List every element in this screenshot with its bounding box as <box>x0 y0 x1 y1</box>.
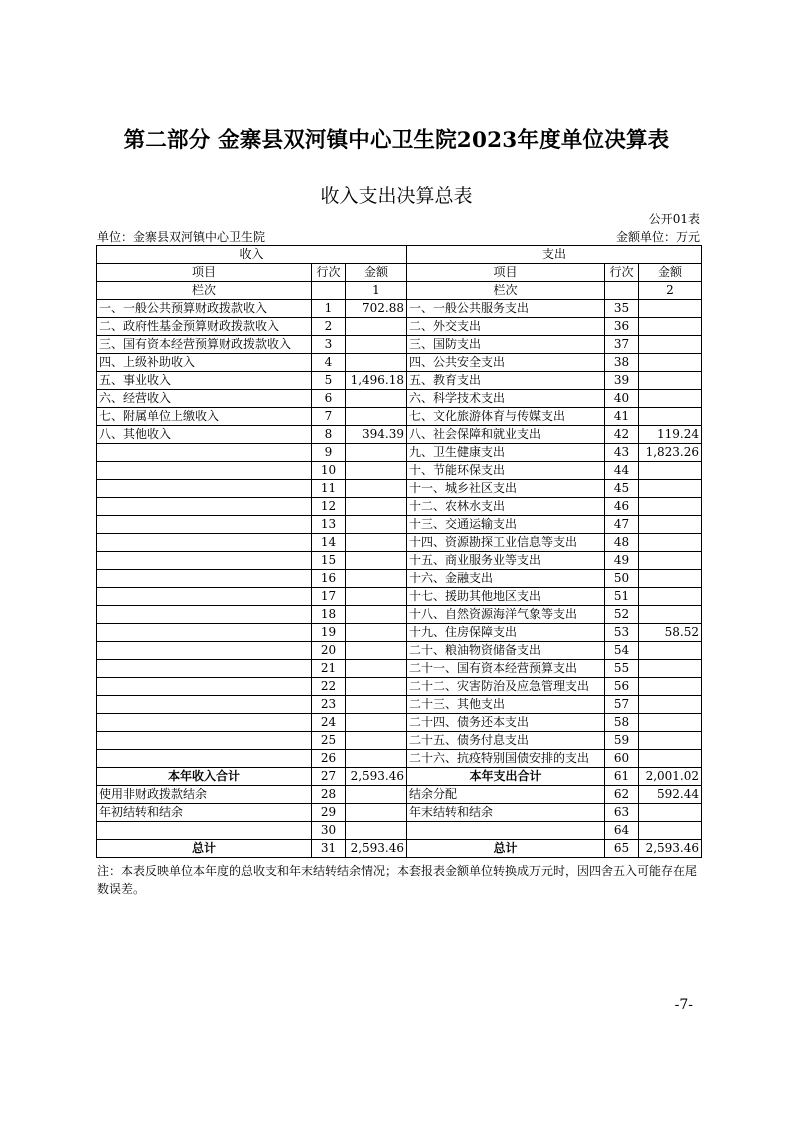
income-amount-cell <box>346 354 407 372</box>
expense-line-cell: 47 <box>605 516 639 534</box>
col-header-line: 行次 <box>605 264 639 282</box>
income-line-cell: 30 <box>312 822 346 840</box>
income-line-cell: 15 <box>312 552 346 570</box>
col-index-empty <box>312 282 346 300</box>
income-amount-cell <box>346 588 407 606</box>
income-amount-cell <box>346 714 407 732</box>
income-section-header: 收入 <box>97 246 407 264</box>
table-row <box>97 336 702 354</box>
table-row <box>97 822 702 840</box>
expense-line-cell: 39 <box>605 372 639 390</box>
income-line-cell: 21 <box>312 660 346 678</box>
expense-line-cell: 51 <box>605 588 639 606</box>
income-amount-cell: 394.39 <box>346 426 407 444</box>
table-row <box>97 444 702 462</box>
income-item-cell <box>97 516 312 534</box>
expense-line-cell: 65 <box>605 840 639 858</box>
expense-amount-cell: 2,001.02 <box>639 768 702 786</box>
expense-amount-cell <box>639 480 702 498</box>
expense-amount-cell <box>639 462 702 480</box>
income-amount-cell <box>346 390 407 408</box>
table-row <box>97 462 702 480</box>
income-item-cell: 四、上级补助收入 <box>97 354 312 372</box>
expense-line-cell: 60 <box>605 750 639 768</box>
col-label-cell: 栏次 <box>97 282 312 300</box>
col-header-amount: 金额 <box>346 264 407 282</box>
income-amount-cell <box>346 786 407 804</box>
expense-section-header: 支出 <box>407 246 702 264</box>
expense-amount-cell <box>639 570 702 588</box>
income-line-cell: 26 <box>312 750 346 768</box>
expense-line-cell: 64 <box>605 822 639 840</box>
expense-item-cell: 十八、自然资源海洋气象等支出 <box>407 606 605 624</box>
footnote: 注：本表反映单位本年度的总收支和年末结转结余情况；本套报表金额单位转换成万元时，因四舍五入可能存在尾数误差。 <box>97 864 698 896</box>
income-item-cell <box>97 732 312 750</box>
income-amount-cell: 1,496.18 <box>346 372 407 390</box>
expense-amount-cell <box>639 408 702 426</box>
expense-amount-cell <box>639 678 702 696</box>
col-header-line: 行次 <box>312 264 346 282</box>
expense-item-cell: 十二、农林水支出 <box>407 498 605 516</box>
expense-item-cell: 十三、交通运输支出 <box>407 516 605 534</box>
income-line-cell: 17 <box>312 588 346 606</box>
income-line-cell: 29 <box>312 804 346 822</box>
income-line-cell: 3 <box>312 336 346 354</box>
income-amount-cell <box>346 534 407 552</box>
income-line-cell: 25 <box>312 732 346 750</box>
income-line-cell: 6 <box>312 390 346 408</box>
table-row <box>97 660 702 678</box>
expense-item-cell: 二十三、其他支出 <box>407 696 605 714</box>
income-amount-cell <box>346 642 407 660</box>
income-amount-cell <box>346 516 407 534</box>
income-item-cell: 七、附属单位上缴收入 <box>97 408 312 426</box>
expense-item-cell: 二、外交支出 <box>407 318 605 336</box>
income-line-cell: 5 <box>312 372 346 390</box>
expense-line-cell: 36 <box>605 318 639 336</box>
expense-item-cell: 一、一般公共服务支出 <box>407 300 605 318</box>
income-item-cell <box>97 570 312 588</box>
expense-line-cell: 50 <box>605 570 639 588</box>
col-header-item: 项目 <box>407 264 605 282</box>
table-row <box>97 732 702 750</box>
income-item-cell <box>97 606 312 624</box>
expense-line-cell: 38 <box>605 354 639 372</box>
table-row <box>97 714 702 732</box>
income-line-cell: 8 <box>312 426 346 444</box>
income-amount-cell <box>346 498 407 516</box>
income-item-cell <box>97 552 312 570</box>
expense-line-cell: 40 <box>605 390 639 408</box>
income-amount-cell <box>346 606 407 624</box>
expense-item-cell: 五、教育支出 <box>407 372 605 390</box>
income-line-cell: 16 <box>312 570 346 588</box>
expense-amount-cell <box>639 552 702 570</box>
expense-line-cell: 41 <box>605 408 639 426</box>
income-item-cell <box>97 750 312 768</box>
income-item-cell: 使用非财政拨款结余 <box>97 786 312 804</box>
income-amount-cell <box>346 822 407 840</box>
page-number: -7- <box>674 997 693 1013</box>
income-amount-cell: 2,593.46 <box>346 768 407 786</box>
income-item-cell <box>97 498 312 516</box>
income-line-cell: 27 <box>312 768 346 786</box>
income-amount-cell <box>346 732 407 750</box>
income-line-cell: 1 <box>312 300 346 318</box>
expense-amount-cell <box>639 588 702 606</box>
expense-item-cell: 三、国防支出 <box>407 336 605 354</box>
table-row <box>97 678 702 696</box>
expense-line-cell: 37 <box>605 336 639 354</box>
income-line-cell: 19 <box>312 624 346 642</box>
expense-line-cell: 46 <box>605 498 639 516</box>
expense-item-cell: 十四、资源勘探工业信息等支出 <box>407 534 605 552</box>
page-title: 第二部分 金寨县双河镇中心卫生院2023年度单位决算表 <box>123 128 670 153</box>
income-item-cell: 二、政府性基金预算财政拨款收入 <box>97 318 312 336</box>
form-code: 公开01表 <box>648 212 700 226</box>
expense-amount-cell <box>639 822 702 840</box>
expense-line-cell: 48 <box>605 534 639 552</box>
table-row <box>97 390 702 408</box>
income-line-cell: 10 <box>312 462 346 480</box>
income-amount-cell <box>346 696 407 714</box>
expense-item-cell: 二十五、债务付息支出 <box>407 732 605 750</box>
income-line-cell: 11 <box>312 480 346 498</box>
income-item-cell: 六、经营收入 <box>97 390 312 408</box>
income-item-cell <box>97 678 312 696</box>
expense-line-cell: 45 <box>605 480 639 498</box>
expense-amount-cell: 592.44 <box>639 786 702 804</box>
expense-line-cell: 53 <box>605 624 639 642</box>
income-item-cell: 三、国有资本经营预算财政拨款收入 <box>97 336 312 354</box>
expense-amount-cell <box>639 804 702 822</box>
income-amount-cell: 702.88 <box>346 300 407 318</box>
expense-line-cell: 62 <box>605 786 639 804</box>
column-header-row <box>97 264 702 282</box>
income-amount-cell <box>346 480 407 498</box>
expense-item-cell: 十、节能环保支出 <box>407 462 605 480</box>
table-row <box>97 516 702 534</box>
table-row <box>97 498 702 516</box>
income-amount-cell <box>346 408 407 426</box>
col-header-item: 项目 <box>97 264 312 282</box>
income-amount-cell <box>346 660 407 678</box>
income-item-cell <box>97 822 312 840</box>
expense-item-cell: 年末结转和结余 <box>407 804 605 822</box>
expense-line-cell: 57 <box>605 696 639 714</box>
table-row <box>97 588 702 606</box>
income-item-cell <box>97 660 312 678</box>
table-row <box>97 372 702 390</box>
expense-amount-cell: 119.24 <box>639 426 702 444</box>
income-item-cell: 五、事业收入 <box>97 372 312 390</box>
expense-amount-cell <box>639 498 702 516</box>
expense-amount-cell <box>639 714 702 732</box>
income-expense-table <box>96 245 702 858</box>
unit-label: 单位：金寨县双河镇中心卫生院 <box>97 230 266 244</box>
expense-item-cell: 六、科学技术支出 <box>407 390 605 408</box>
expense-amount-cell <box>639 390 702 408</box>
table-row <box>97 552 702 570</box>
income-item-cell <box>97 696 312 714</box>
income-amount-cell <box>346 318 407 336</box>
income-amount-cell <box>346 552 407 570</box>
expense-item-cell: 十七、援助其他地区支出 <box>407 588 605 606</box>
col-index-expense: 2 <box>639 282 702 300</box>
expense-line-cell: 59 <box>605 732 639 750</box>
income-line-cell: 22 <box>312 678 346 696</box>
income-item-cell <box>97 534 312 552</box>
expense-line-cell: 35 <box>605 300 639 318</box>
income-item-cell <box>97 714 312 732</box>
expense-line-cell: 56 <box>605 678 639 696</box>
income-item-cell: 年初结转和结余 <box>97 804 312 822</box>
table-row <box>97 570 702 588</box>
expense-item-cell: 十五、商业服务业等支出 <box>407 552 605 570</box>
expense-amount-cell: 2,593.46 <box>639 840 702 858</box>
income-amount-cell <box>346 444 407 462</box>
expense-item-cell <box>407 822 605 840</box>
income-line-cell: 18 <box>312 606 346 624</box>
income-item-cell: 总计 <box>97 840 312 858</box>
table-row <box>97 318 702 336</box>
income-line-cell: 7 <box>312 408 346 426</box>
expense-line-cell: 44 <box>605 462 639 480</box>
column-index-row <box>97 282 702 300</box>
income-item-cell <box>97 480 312 498</box>
expense-amount-cell <box>639 372 702 390</box>
expense-line-cell: 42 <box>605 426 639 444</box>
total-year-row <box>97 768 702 786</box>
table-row <box>97 534 702 552</box>
expense-line-cell: 52 <box>605 606 639 624</box>
income-line-cell: 9 <box>312 444 346 462</box>
income-item-cell: 本年收入合计 <box>97 768 312 786</box>
expense-amount-cell <box>639 750 702 768</box>
income-line-cell: 4 <box>312 354 346 372</box>
table-row <box>97 786 702 804</box>
expense-amount-cell <box>639 660 702 678</box>
table-row <box>97 426 702 444</box>
expense-item-cell: 九、卫生健康支出 <box>407 444 605 462</box>
table-row <box>97 300 702 318</box>
expense-amount-cell <box>639 732 702 750</box>
expense-amount-cell <box>639 516 702 534</box>
income-line-cell: 28 <box>312 786 346 804</box>
expense-amount-cell <box>639 354 702 372</box>
income-line-cell: 31 <box>312 840 346 858</box>
expense-amount-cell <box>639 318 702 336</box>
table-row <box>97 804 702 822</box>
expense-amount-cell <box>639 606 702 624</box>
table-row <box>97 480 702 498</box>
expense-item-cell: 八、社会保障和就业支出 <box>407 426 605 444</box>
expense-amount-cell <box>639 642 702 660</box>
income-amount-cell: 2,593.46 <box>346 840 407 858</box>
table-row <box>97 354 702 372</box>
income-amount-cell <box>346 750 407 768</box>
expense-amount-cell: 1,823.26 <box>639 444 702 462</box>
income-amount-cell <box>346 336 407 354</box>
income-line-cell: 12 <box>312 498 346 516</box>
table-row <box>97 606 702 624</box>
expense-item-cell: 二十一、国有资本经营预算支出 <box>407 660 605 678</box>
income-amount-cell <box>346 804 407 822</box>
expense-item-cell: 四、公共安全支出 <box>407 354 605 372</box>
expense-item-cell: 十六、金融支出 <box>407 570 605 588</box>
table-row <box>97 642 702 660</box>
income-line-cell: 14 <box>312 534 346 552</box>
expense-line-cell: 58 <box>605 714 639 732</box>
expense-amount-cell <box>639 336 702 354</box>
income-item-cell <box>97 444 312 462</box>
col-index-empty <box>605 282 639 300</box>
col-label-cell: 栏次 <box>407 282 605 300</box>
income-line-cell: 23 <box>312 696 346 714</box>
income-item-cell <box>97 462 312 480</box>
expense-item-cell: 七、文化旅游体育与传媒支出 <box>407 408 605 426</box>
income-amount-cell <box>346 624 407 642</box>
income-amount-cell <box>346 570 407 588</box>
col-header-amount: 金额 <box>639 264 702 282</box>
table-row <box>97 696 702 714</box>
grand-total-row <box>97 840 702 858</box>
expense-item-cell: 二十、粮油物资储备支出 <box>407 642 605 660</box>
income-amount-cell <box>346 462 407 480</box>
expense-line-cell: 43 <box>605 444 639 462</box>
expense-item-cell: 结余分配 <box>407 786 605 804</box>
expense-amount-cell <box>639 300 702 318</box>
expense-item-cell: 二十四、债务还本支出 <box>407 714 605 732</box>
expense-item-cell: 十九、住房保障支出 <box>407 624 605 642</box>
expense-amount-cell: 58.52 <box>639 624 702 642</box>
income-item-cell <box>97 588 312 606</box>
table-row <box>97 408 702 426</box>
income-item-cell <box>97 642 312 660</box>
expense-amount-cell <box>639 696 702 714</box>
income-line-cell: 13 <box>312 516 346 534</box>
expense-amount-cell <box>639 534 702 552</box>
expense-item-cell: 十一、城乡社区支出 <box>407 480 605 498</box>
income-item-cell: 八、其他收入 <box>97 426 312 444</box>
expense-item-cell: 二十二、灾害防治及应急管理支出 <box>407 678 605 696</box>
expense-item-cell: 本年支出合计 <box>407 768 605 786</box>
expense-line-cell: 61 <box>605 768 639 786</box>
table-row <box>97 750 702 768</box>
income-line-cell: 20 <box>312 642 346 660</box>
income-line-cell: 24 <box>312 714 346 732</box>
section-header-row <box>97 246 702 264</box>
expense-item-cell: 总计 <box>407 840 605 858</box>
table-title: 收入支出决算总表 <box>320 185 473 207</box>
table-row <box>97 624 702 642</box>
expense-line-cell: 49 <box>605 552 639 570</box>
expense-line-cell: 55 <box>605 660 639 678</box>
expense-line-cell: 54 <box>605 642 639 660</box>
income-line-cell: 2 <box>312 318 346 336</box>
income-item-cell: 一、一般公共预算财政拨款收入 <box>97 300 312 318</box>
expense-line-cell: 63 <box>605 804 639 822</box>
income-amount-cell <box>346 678 407 696</box>
income-item-cell <box>97 624 312 642</box>
expense-item-cell: 二十六、抗疫特别国债安排的支出 <box>407 750 605 768</box>
amount-unit: 金额单位：万元 <box>615 230 700 244</box>
col-index-income: 1 <box>346 282 407 300</box>
